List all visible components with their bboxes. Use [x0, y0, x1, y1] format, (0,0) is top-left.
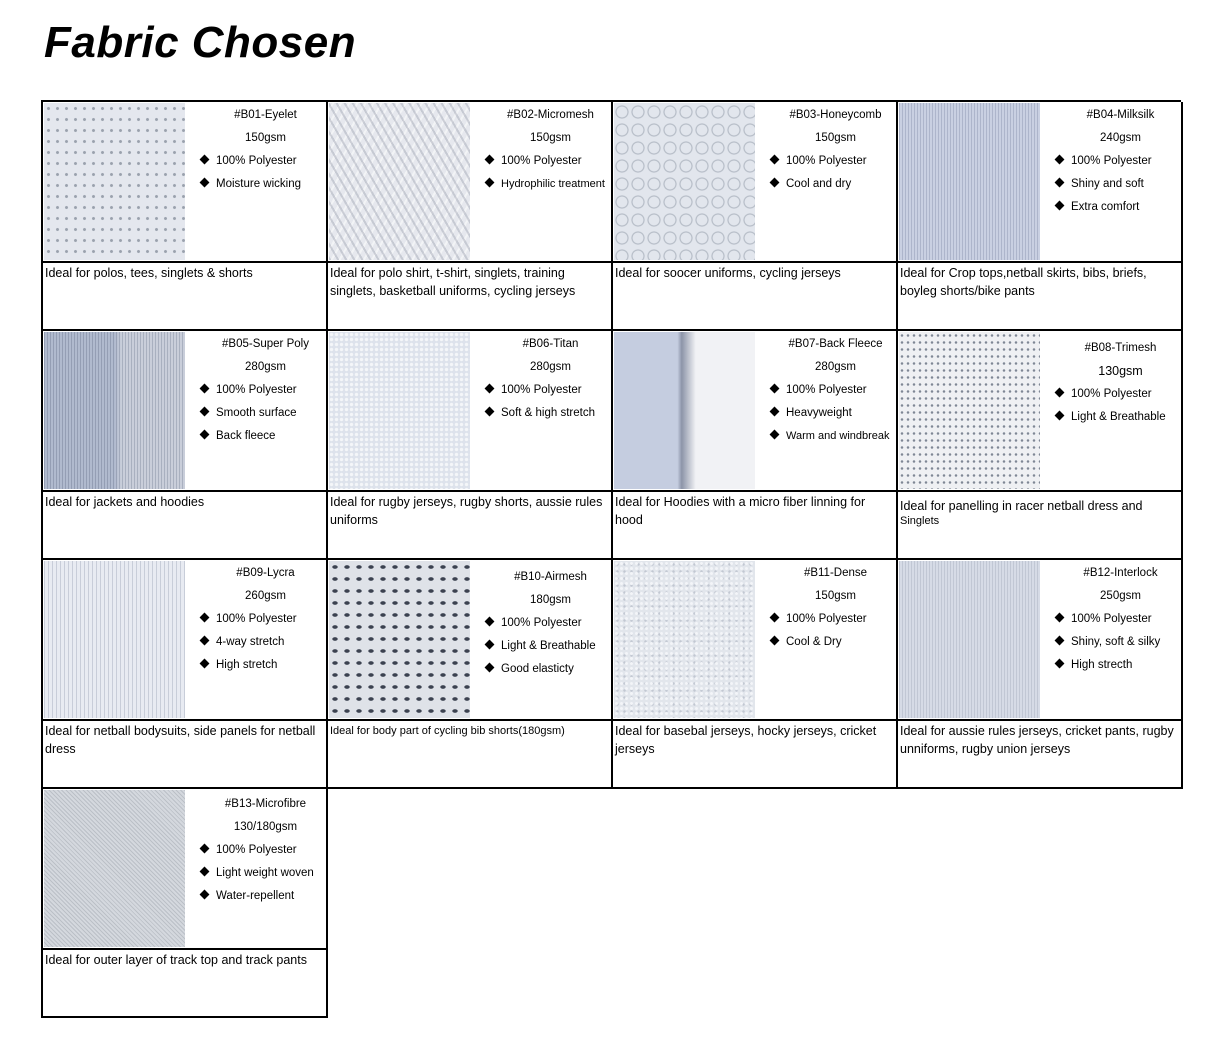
fabric-ideal-use: Ideal for rugby jerseys, rugby shorts, aussie rules uniforms	[330, 495, 603, 527]
fabric-feature: Moisture wicking	[189, 173, 324, 196]
diamond-bullet-icon	[200, 155, 210, 165]
diamond-bullet-icon	[200, 613, 210, 623]
fabric-feature: Shiny, soft & silky	[1044, 631, 1179, 654]
diamond-bullet-icon	[200, 844, 210, 854]
fabric-code: #B02-Micromesh	[507, 109, 594, 121]
diamond-bullet-icon	[200, 636, 210, 646]
fabric-feature: Light & Breathable	[474, 635, 609, 658]
fabric-feature: Hydrophilic treatment	[474, 173, 609, 196]
back-fleece-fabric-swatch	[614, 332, 755, 489]
diamond-bullet-icon	[1055, 636, 1065, 646]
diamond-bullet-icon	[200, 407, 210, 417]
diamond-bullet-icon	[770, 384, 780, 394]
fabric-ideal-use: Ideal for body part of cycling bib shorts(180gsm)	[330, 725, 565, 737]
fabric-feature: 100% Polyester	[474, 379, 609, 402]
fabric-feature: Water-repellent	[189, 885, 324, 908]
fabric-code: #B11-Dense	[803, 567, 868, 579]
fabric-feature: Cool and dry	[759, 173, 894, 196]
fabric-feature: Heavyweight	[759, 402, 894, 425]
fabric-feature: Light & Breathable	[1044, 406, 1179, 429]
fabric-weight: 180gsm	[530, 594, 571, 606]
fabric-feature: 100% Polyester	[189, 150, 324, 173]
diamond-bullet-icon	[1055, 178, 1065, 188]
fabric-code: #B12-Interlock	[1083, 567, 1158, 579]
fabric-card	[898, 560, 1183, 789]
fabric-ideal-use: Ideal for basebal jerseys, hocky jerseys, cricket jerseys	[615, 724, 877, 756]
diamond-bullet-icon	[770, 636, 780, 646]
fabric-card	[43, 102, 328, 331]
lycra-fabric-swatch	[44, 561, 185, 718]
fabric-weight: 250gsm	[1100, 590, 1141, 602]
fabric-card	[898, 102, 1183, 331]
diamond-bullet-icon	[200, 384, 210, 394]
fabric-feature: Back fleece	[189, 425, 324, 448]
fabric-card	[613, 560, 898, 789]
diamond-bullet-icon	[1055, 388, 1065, 398]
fabric-ideal-use: Ideal for soocer uniforms, cycling jerseys	[615, 266, 841, 280]
diamond-bullet-icon	[1055, 659, 1065, 669]
eyelet-fabric-swatch	[44, 103, 185, 260]
fabric-feature: 100% Polyester	[759, 608, 894, 631]
fabric-code: #B08-Trimesh	[1084, 342, 1157, 354]
diamond-bullet-icon	[485, 407, 495, 417]
fabric-feature: 100% Polyester	[189, 839, 324, 862]
fabric-weight: 150gsm	[815, 590, 856, 602]
fabric-feature: 100% Polyester	[474, 612, 609, 635]
fabric-ideal-use: Ideal for outer layer of track top and track pants	[45, 953, 307, 967]
diamond-bullet-icon	[770, 155, 780, 165]
fabric-card	[43, 331, 328, 560]
super-poly-fabric-swatch	[44, 332, 185, 489]
microfibre-fabric-swatch	[44, 790, 185, 947]
fabric-feature: 100% Polyester	[189, 379, 324, 402]
fabric-feature: Extra comfort	[1044, 196, 1179, 219]
fabric-card	[613, 331, 898, 560]
fabric-feature: 100% Polyester	[1044, 150, 1179, 173]
fabric-code: #B06-Titan	[522, 338, 579, 350]
fabric-feature: 100% Polyester	[759, 150, 894, 173]
diamond-bullet-icon	[485, 178, 495, 188]
fabric-feature: 4-way stretch	[189, 631, 324, 654]
interlock-fabric-swatch	[899, 561, 1040, 718]
diamond-bullet-icon	[485, 640, 495, 650]
diamond-bullet-icon	[200, 430, 210, 440]
fabric-weight: 150gsm	[815, 132, 856, 144]
fabric-card	[43, 560, 328, 789]
fabric-feature: Cool & Dry	[759, 631, 894, 654]
page-title: Fabric Chosen	[44, 18, 357, 67]
fabric-feature: Smooth surface	[189, 402, 324, 425]
honeycomb-fabric-swatch	[614, 103, 755, 260]
fabric-feature: High stretch	[189, 654, 324, 677]
fabric-ideal-use: Ideal for jackets and hoodies	[45, 495, 205, 509]
fabric-feature: Light weight woven	[189, 862, 324, 885]
airmesh-fabric-swatch	[329, 561, 470, 718]
fabric-code: #B10-Airmesh	[514, 571, 587, 583]
fabric-code: #B03-Honeycomb	[789, 109, 882, 121]
fabric-feature: Warm and windbreak	[759, 425, 894, 448]
fabric-code: #B01-Eyelet	[234, 109, 297, 121]
fabric-code: #B05-Super Poly	[222, 338, 309, 350]
fabric-code: #B09-Lycra	[236, 567, 295, 579]
fabric-card	[898, 331, 1183, 560]
dense-fabric-swatch	[614, 561, 755, 718]
fabric-weight: 130/180gsm	[233, 821, 298, 833]
fabric-feature: 100% Polyester	[1044, 383, 1179, 406]
fabric-card	[328, 102, 613, 331]
fabric-ideal-use: Ideal for polos, tees, singlets & shorts	[45, 266, 253, 280]
fabric-ideal-use: Ideal for Crop tops,netball skirts, bibs, briefs, boyleg shorts/bike pants	[900, 266, 1147, 298]
fabric-feature: Good elasticty	[474, 658, 609, 681]
fabric-feature: 100% Polyester	[474, 150, 609, 173]
diamond-bullet-icon	[200, 178, 210, 188]
diamond-bullet-icon	[1055, 613, 1065, 623]
fabric-card	[328, 560, 613, 789]
fabric-weight: 150gsm	[530, 132, 571, 144]
diamond-bullet-icon	[200, 890, 210, 900]
fabric-code: #B04-Milksilk	[1086, 109, 1155, 121]
diamond-bullet-icon	[200, 659, 210, 669]
fabric-ideal-use: Ideal for Hoodies with a micro fiber linning for hood	[615, 495, 866, 527]
fabric-weight: 280gsm	[245, 361, 286, 373]
fabric-weight: 150gsm	[245, 132, 286, 144]
titan-fabric-swatch	[329, 332, 470, 489]
diamond-bullet-icon	[485, 663, 495, 673]
milksilk-fabric-swatch	[899, 103, 1040, 260]
fabric-weight: 280gsm	[815, 361, 856, 373]
diamond-bullet-icon	[1055, 201, 1065, 211]
fabric-card	[328, 331, 613, 560]
fabric-feature: Soft & high stretch	[474, 402, 609, 425]
fabric-card	[43, 789, 328, 1018]
diamond-bullet-icon	[485, 384, 495, 394]
diamond-bullet-icon	[1055, 155, 1065, 165]
diamond-bullet-icon	[485, 617, 495, 627]
diamond-bullet-icon	[1055, 411, 1065, 421]
fabric-feature: Shiny and soft	[1044, 173, 1179, 196]
fabric-feature: 100% Polyester	[1044, 608, 1179, 631]
fabric-feature: 100% Polyester	[759, 379, 894, 402]
fabric-code: #B07-Back Fleece	[788, 338, 883, 350]
fabric-ideal-use: Ideal for panelling in racer netball dress and Singlets	[900, 499, 1143, 527]
fabric-card	[613, 102, 898, 331]
diamond-bullet-icon	[485, 155, 495, 165]
diamond-bullet-icon	[200, 867, 210, 877]
fabric-feature: 100% Polyester	[189, 608, 324, 631]
fabric-weight: 280gsm	[530, 361, 571, 373]
fabric-weight: 240gsm	[1100, 132, 1141, 144]
fabric-code: #B13-Microfibre	[224, 798, 307, 810]
fabric-ideal-use: Ideal for aussie rules jerseys, cricket pants, rugby unniforms, rugby union jerseys	[900, 724, 1174, 756]
diamond-bullet-icon	[770, 613, 780, 623]
fabric-weight: 130gsm	[1098, 364, 1143, 378]
fabric-grid	[41, 100, 1181, 1018]
fabric-ideal-use: Ideal for polo shirt, t-shirt, singlets, training singlets, basketball uniforms, cycling jerseys	[330, 266, 576, 298]
diamond-bullet-icon	[770, 178, 780, 188]
fabric-ideal-use: Ideal for netball bodysuits, side panels for netball dress	[45, 724, 316, 756]
fabric-weight: 260gsm	[245, 590, 286, 602]
fabric-feature: High strecth	[1044, 654, 1179, 677]
micromesh-fabric-swatch	[329, 103, 470, 260]
diamond-bullet-icon	[770, 430, 780, 440]
diamond-bullet-icon	[770, 407, 780, 417]
trimesh-fabric-swatch	[899, 332, 1040, 489]
